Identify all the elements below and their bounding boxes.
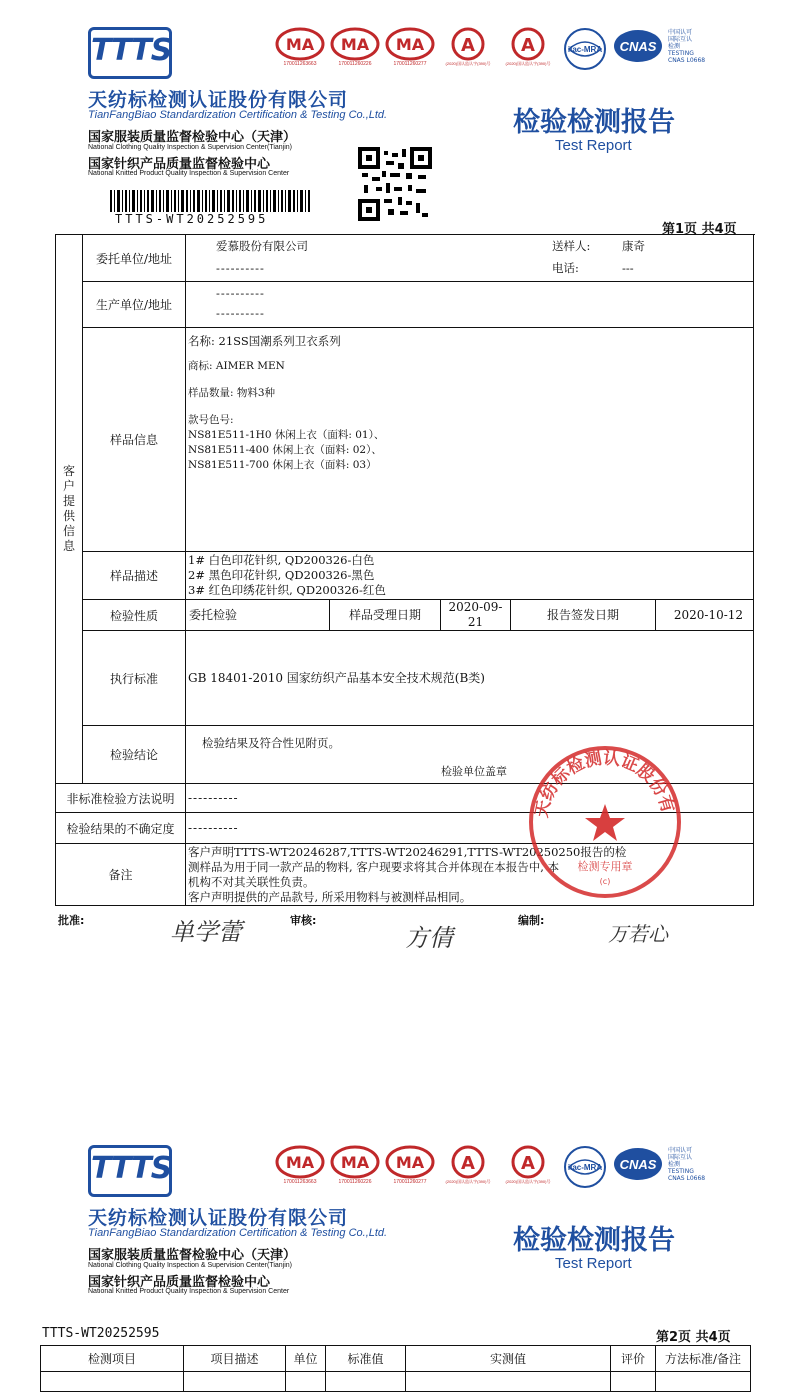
- cnas-line-5: CNAS L0668: [668, 57, 706, 64]
- remark-line-1: 客户声明TTTS-WT20246287,TTTS-WT20246291,TTTS-WT20250250报告的检: [188, 844, 627, 859]
- page2-report-title: 检验检测报告: [513, 1225, 675, 1256]
- page2-company-name-en: TianFangBiao Standardization Certification & Testing Co.,Ltd.: [88, 1227, 388, 1239]
- page2-center1-name-cn: 国家服装质量监督检验中心（天津）: [88, 1248, 297, 1263]
- cma-mark-2: [330, 27, 380, 75]
- center2-name-en: National Knitted Product Quality Inspection & Supervision Center: [88, 170, 290, 177]
- page2-cal-mark-1: [440, 1145, 496, 1193]
- cnas-line-1: 中国认可: [668, 29, 693, 36]
- col-evaluation: 评价: [611, 1346, 656, 1372]
- svg-text:天纺标检测认证股份有限公司: [525, 742, 678, 819]
- report-title: 检验检测报告: [513, 107, 675, 138]
- description-2: 2# 黑色印花针织, QD200326-黑色: [188, 568, 375, 582]
- prepare-label: 编制:: [518, 914, 545, 927]
- producer-line-1: ----------: [216, 286, 265, 300]
- producer-line-2: ----------: [216, 306, 265, 320]
- page2-cnas-line-4: TESTING: [668, 1168, 694, 1175]
- cma-mark-3: [385, 27, 435, 75]
- col-method-remarks: 方法标准/备注: [656, 1346, 751, 1372]
- page2-report-subtitle: Test Report: [555, 1255, 632, 1272]
- ilac-text: ilac-MRA: [567, 45, 603, 54]
- page2-cal-mark-2: [500, 1145, 556, 1193]
- page2-cnas-text: CNAS: [619, 1157, 657, 1172]
- client-address: ----------: [216, 261, 265, 275]
- remark-line-2: 测样品为用于同一款产品的物料, 客户现要求将其合并体现在本报告中, 本: [188, 859, 560, 874]
- remark-line-4: 客户声明提供的产品款号, 所采用物料与被测样品相同。: [188, 889, 472, 904]
- svg-text:A: A: [461, 1153, 475, 1174]
- page2-cma-mark-1: [275, 1145, 325, 1193]
- page1-page-number: 第1页 共4页: [662, 222, 737, 237]
- uncertainty-value: ----------: [186, 813, 754, 844]
- style-item-1: NS81E511-1H0 休闲上衣（面料: 01）、: [188, 429, 385, 441]
- page2-cnas-mark: [612, 1145, 706, 1193]
- page2-cma-number-2: 170011260226: [338, 1179, 372, 1185]
- producer-label: 生产单位/地址: [83, 282, 186, 328]
- company-name-cn: 天纺标检测认证股份有限公司: [88, 89, 349, 111]
- review-signature: 方倩: [405, 924, 453, 952]
- section-label-client-info: 客户提供信息: [56, 235, 83, 784]
- receive-date-value: 2020-09-21: [441, 600, 511, 631]
- cal-caption-2: (2020)国认监认字(390)号: [505, 61, 551, 66]
- cnas-line-2: 国际互认: [668, 36, 693, 43]
- col-test-item: 检测项目: [41, 1346, 184, 1372]
- qr-code: [358, 147, 432, 221]
- page2-ilac-mark: [563, 1145, 607, 1193]
- client-name: 爱慕股份有限公司: [216, 239, 308, 253]
- description-label: 样品描述: [83, 552, 186, 600]
- uncertainty-label: 检验结果的不确定度: [56, 813, 186, 844]
- official-seal: [525, 742, 685, 902]
- page2-cma-number-1: 170011263663: [283, 1179, 317, 1185]
- page2-cal-caption-2: (2020)国认监认字(390)号: [505, 1179, 551, 1184]
- cma-number-3: 170011260277: [393, 61, 427, 67]
- svg-text:MA: MA: [340, 35, 370, 54]
- cal-mark-2: [500, 27, 556, 75]
- approve-signature: 单学蕾: [170, 918, 242, 946]
- nonstandard-method-label: 非标准检验方法说明: [56, 784, 186, 813]
- col-standard-value: 标准值: [326, 1346, 406, 1372]
- seal-bottom-text: 检测专用章: [577, 860, 633, 873]
- page2-cma-mark-3: [385, 1145, 435, 1193]
- client-label: 委托单位/地址: [83, 235, 186, 282]
- review-label: 审核:: [290, 914, 317, 927]
- page2-page-number: 第2页 共4页: [656, 1330, 731, 1345]
- svg-text:A: A: [521, 1153, 535, 1174]
- page2-cnas-line-1: 中国认可: [668, 1147, 693, 1154]
- barcode-text: TTTS-WT20252595: [115, 212, 269, 226]
- conclusion-value: 检验结果及符合性见附页。: [202, 736, 340, 750]
- company-name-en: TianFangBiao Standardization Certification & Testing Co.,Ltd.: [88, 109, 388, 121]
- ttts-logo: TTTS: [88, 27, 172, 79]
- remarks-label: 备注: [56, 844, 186, 906]
- page2-center2-name-en: National Knitted Product Quality Inspection & Supervision Center: [88, 1288, 290, 1295]
- svg-text:MA: MA: [285, 35, 315, 54]
- cma-number-2: 170011260226: [338, 61, 372, 67]
- cnas-mark: [612, 27, 706, 75]
- standard-value: GB 18401-2010 国家纺织产品基本安全技术规范(B类): [186, 631, 754, 726]
- page2-cnas-line-5: CNAS L0668: [668, 1175, 706, 1182]
- cnas-line-4: TESTING: [668, 50, 694, 57]
- ilac-mark: [563, 27, 607, 75]
- col-item-description: 项目描述: [184, 1346, 286, 1372]
- page2-ttts-logo: TTTS: [88, 1145, 172, 1197]
- description-cell: [186, 552, 754, 600]
- col-unit: 单位: [286, 1346, 326, 1372]
- page2-center1-name-en: National Clothing Quality Inspection & Supervision Center(Tianjin): [88, 1262, 293, 1269]
- seal-mark: (c): [599, 877, 611, 886]
- nature-value: 委托检验: [186, 600, 330, 631]
- issue-date-value: 2020-10-12: [656, 600, 754, 631]
- svg-text:MA: MA: [395, 35, 425, 54]
- svg-text:A: A: [461, 35, 475, 56]
- svg-text:MA: MA: [340, 1153, 370, 1172]
- report-subtitle: Test Report: [555, 137, 632, 154]
- sample-info-cell: [186, 328, 754, 552]
- nature-label: 检验性质: [83, 600, 186, 631]
- seal-star-icon: [585, 804, 625, 841]
- producer-cell: [186, 282, 754, 328]
- page2-company-name-cn: 天纺标检测认证股份有限公司: [88, 1207, 349, 1229]
- sample-quantity: 样品数量: 物料3种: [188, 387, 276, 399]
- description-1: 1# 白色印花针织, QD200326-白色: [188, 553, 375, 567]
- sender-label: 送样人:: [552, 239, 591, 253]
- style-item-3: NS81E511-700 休闲上衣（面料: 03）: [188, 459, 377, 471]
- barcode: [110, 190, 310, 212]
- sample-trademark: 商标: AIMER MEN: [188, 360, 285, 372]
- center1-name-en: National Clothing Quality Inspection & Supervision Center(Tianjin): [88, 144, 293, 151]
- remark-line-3: 机构不对其关联性负责。: [188, 874, 315, 889]
- description-3: 3# 红色印绣花针织, QD200326-红色: [188, 583, 386, 597]
- cal-caption-1: (2020)国认监认字(390)号: [445, 61, 491, 66]
- col-measured-value: 实测值: [406, 1346, 611, 1372]
- approve-label: 批准:: [58, 914, 85, 927]
- svg-text:MA: MA: [395, 1153, 425, 1172]
- page2-cma-number-3: 170011260277: [393, 1179, 427, 1185]
- svg-text:A: A: [521, 35, 535, 56]
- center1-name-cn: 国家服装质量监督检验中心（天津）: [88, 130, 297, 145]
- phone-label: 电话:: [552, 261, 579, 275]
- sample-name: 名称: 21SS国潮系列卫衣系列: [188, 334, 341, 348]
- page2-cma-mark-2: [330, 1145, 380, 1193]
- prepare-signature: 万若心: [608, 922, 668, 946]
- nonstandard-method-value: ----------: [186, 784, 754, 813]
- receive-date-label: 样品受理日期: [330, 600, 441, 631]
- client-cell: [186, 235, 754, 282]
- test-results-table: [40, 1345, 751, 1392]
- page2-cnas-line-3: 检测: [668, 1161, 681, 1168]
- cnas-line-3: 检测: [668, 43, 681, 50]
- page2-center2-name-cn: 国家针织产品质量监督检验中心: [88, 1275, 271, 1290]
- page2-ilac-text: ilac-MRA: [567, 1163, 603, 1172]
- seal-label: 检验单位盖章: [441, 765, 507, 778]
- cma-mark-1: [275, 27, 325, 75]
- svg-text:MA: MA: [285, 1153, 315, 1172]
- style-item-2: NS81E511-400 休闲上衣（面料: 02）、: [188, 444, 382, 456]
- page2-cal-caption-1: (2020)国认监认字(390)号: [445, 1179, 491, 1184]
- cal-mark-1: [440, 27, 496, 75]
- sample-info-label: 样品信息: [83, 328, 186, 552]
- seal-ring-text: 天纺标检测认证股份有: [531, 748, 678, 820]
- sender-value: 康奇: [622, 239, 645, 253]
- issue-date-label: 报告签发日期: [511, 600, 656, 631]
- center2-name-cn: 国家针织产品质量监督检验中心: [88, 157, 271, 172]
- cnas-text: CNAS: [619, 39, 657, 54]
- standard-label: 执行标准: [83, 631, 186, 726]
- style-label: 款号色号:: [188, 414, 234, 426]
- phone-value: ---: [622, 261, 634, 275]
- conclusion-label: 检验结论: [83, 726, 186, 784]
- page2-document-number: TTTS-WT20252595: [42, 1326, 160, 1341]
- cma-number-1: 170011263663: [283, 61, 317, 67]
- page2-cnas-line-2: 国际互认: [668, 1154, 693, 1161]
